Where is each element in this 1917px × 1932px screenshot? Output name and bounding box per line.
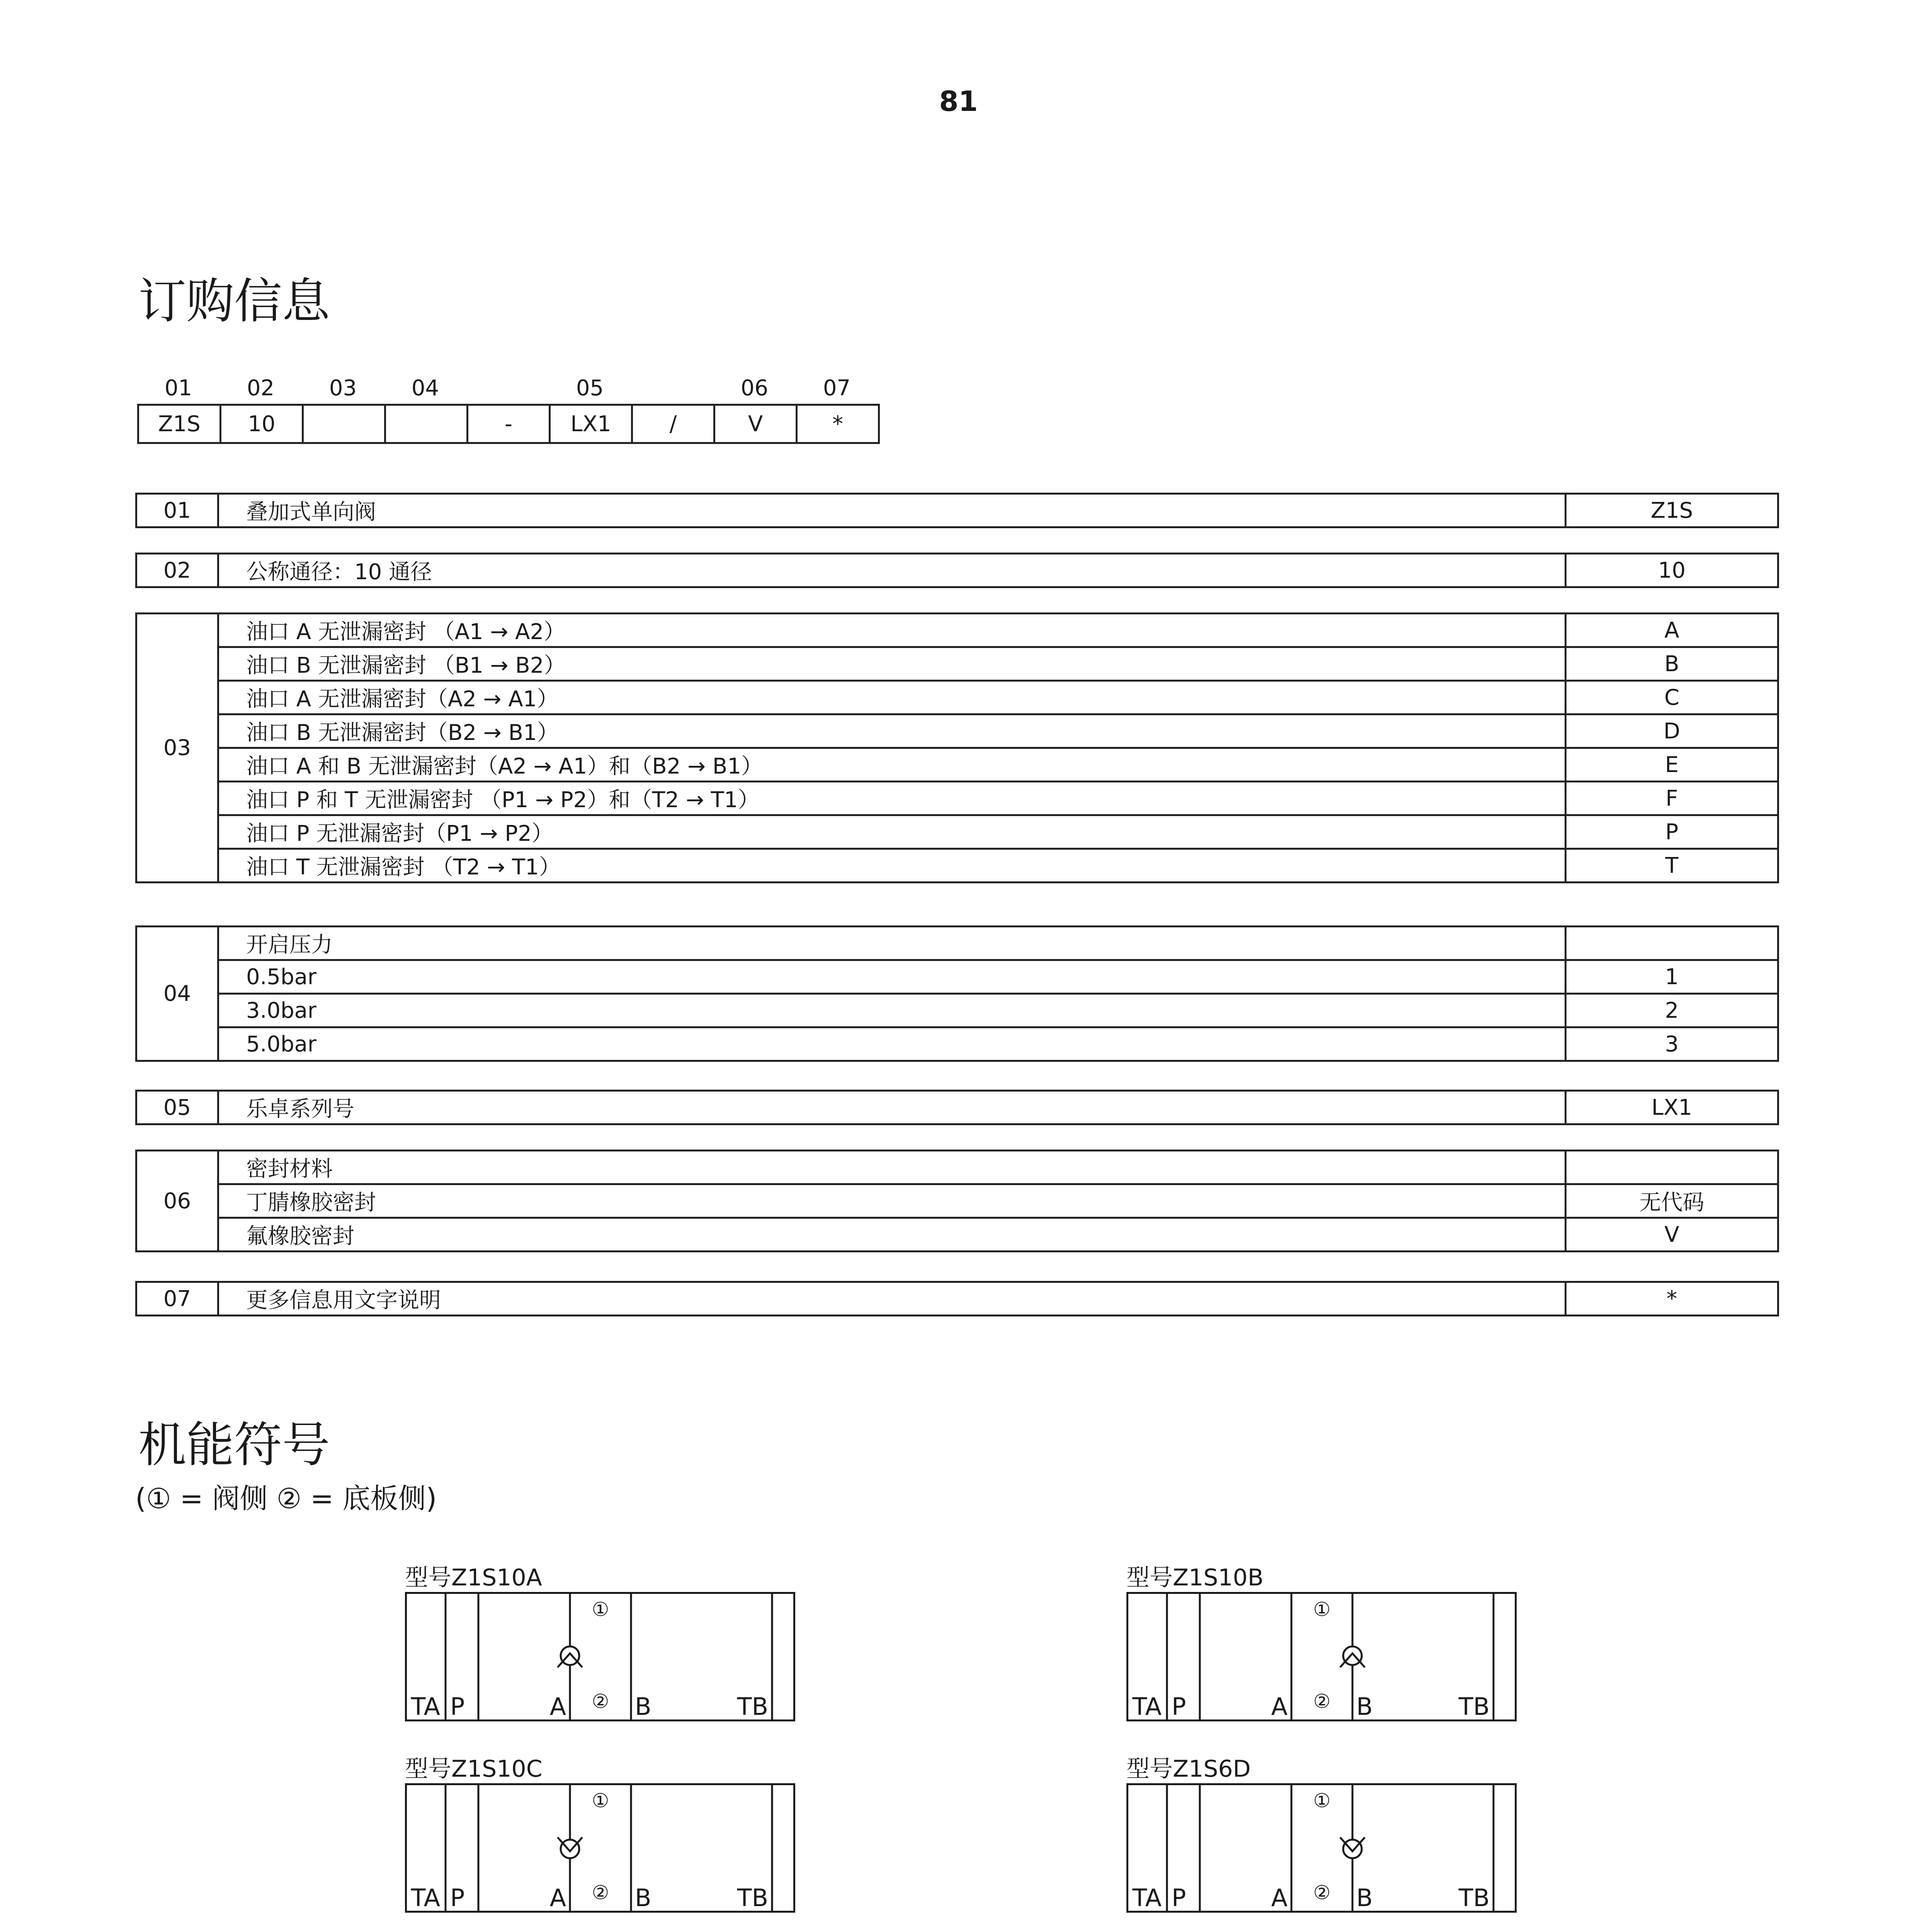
code-position-number: 04 bbox=[411, 376, 439, 401]
symbols-note: (① = 阀侧 ② = 底板侧) bbox=[135, 1482, 437, 1515]
code-cell: 10 bbox=[221, 406, 304, 442]
option-number: 01 bbox=[136, 494, 218, 527]
code-cell bbox=[304, 406, 386, 442]
code-cell bbox=[386, 406, 468, 442]
port-label: P bbox=[450, 1884, 465, 1912]
code-position-number: 01 bbox=[164, 376, 192, 401]
symbol-schematic bbox=[1126, 1783, 1517, 1913]
table-row bbox=[136, 1091, 1778, 1124]
symbol-diagram bbox=[1126, 1750, 1517, 1913]
option-code: 2 bbox=[1566, 994, 1778, 1027]
valve-side-marker: ① bbox=[592, 1598, 609, 1621]
port-label: B bbox=[635, 1692, 651, 1721]
option-description: 3.0bar bbox=[218, 994, 1566, 1027]
option-code: 无代码 bbox=[1566, 1184, 1778, 1218]
code-cells bbox=[137, 404, 880, 444]
option-number: 03 bbox=[136, 614, 218, 883]
order-info-title: 订购信息 bbox=[138, 274, 330, 329]
table-row bbox=[136, 681, 1778, 714]
port-label: A bbox=[1271, 1692, 1288, 1721]
option-table-05 bbox=[135, 1090, 1779, 1125]
option-code: A bbox=[1566, 614, 1778, 647]
option-code: C bbox=[1566, 681, 1778, 714]
option-number: 05 bbox=[136, 1091, 218, 1124]
option-description: 更多信息用文字说明 bbox=[218, 1282, 1566, 1316]
option-number: 02 bbox=[136, 554, 218, 587]
symbols-title: 机能符号 bbox=[138, 1417, 330, 1473]
symbol-label: 型号Z1S10C bbox=[405, 1755, 543, 1782]
base-side-marker: ② bbox=[592, 1881, 609, 1904]
port-label: TB bbox=[1458, 1692, 1490, 1721]
option-description: 氟橡胶密封 bbox=[218, 1218, 1566, 1252]
option-table-06 bbox=[135, 1150, 1779, 1252]
option-description: 油口 P 和 T 无泄漏密封 （P1 → P2）和（T2 → T1） bbox=[218, 782, 1566, 815]
table-row bbox=[136, 714, 1778, 748]
option-number: 07 bbox=[136, 1282, 218, 1316]
table-row bbox=[136, 1027, 1778, 1061]
option-code: 1 bbox=[1566, 960, 1778, 994]
option-code: B bbox=[1566, 647, 1778, 681]
option-description: 叠加式单向阀 bbox=[218, 494, 1566, 527]
port-label: TA bbox=[1132, 1884, 1162, 1912]
port-label: B bbox=[1356, 1884, 1373, 1912]
option-description: 油口 A 和 B 无泄漏密封（A2 → A1）和（B2 → B1） bbox=[218, 748, 1566, 782]
option-code: F bbox=[1566, 782, 1778, 815]
port-label: TB bbox=[737, 1884, 768, 1912]
table-row bbox=[136, 927, 1778, 960]
option-code: 3 bbox=[1566, 1027, 1778, 1061]
table-row bbox=[136, 494, 1778, 527]
option-description: 密封材料 bbox=[218, 1151, 1566, 1184]
port-label: A bbox=[549, 1692, 566, 1721]
option-table-02 bbox=[135, 553, 1779, 588]
option-code: LX1 bbox=[1566, 1091, 1778, 1124]
code-position-number bbox=[631, 373, 713, 404]
option-code: * bbox=[1566, 1282, 1778, 1316]
option-table-07 bbox=[135, 1281, 1779, 1316]
option-description: 油口 A 无泄漏密封 （A1 → A2） bbox=[218, 614, 1566, 647]
option-code: Z1S bbox=[1566, 494, 1778, 527]
code-position-number: 03 bbox=[329, 376, 357, 401]
table-row bbox=[136, 614, 1778, 647]
code-position-number: 05 bbox=[576, 376, 604, 401]
base-side-marker: ② bbox=[1313, 1881, 1331, 1904]
option-code: D bbox=[1566, 714, 1778, 748]
table-row bbox=[136, 1184, 1778, 1218]
option-description: 油口 B 无泄漏密封 （B1 → B2） bbox=[218, 647, 1566, 681]
port-label: A bbox=[1271, 1884, 1288, 1912]
option-description: 0.5bar bbox=[218, 960, 1566, 994]
valve-side-marker: ① bbox=[1313, 1789, 1331, 1812]
table-row bbox=[136, 1282, 1778, 1316]
option-description: 5.0bar bbox=[218, 1027, 1566, 1061]
symbol-label: 型号Z1S10B bbox=[1126, 1564, 1264, 1591]
option-code: T bbox=[1566, 849, 1778, 883]
port-label: P bbox=[450, 1692, 465, 1721]
valve-side-marker: ① bbox=[592, 1789, 609, 1812]
page-number: 81 bbox=[939, 85, 978, 117]
order-code-line bbox=[137, 373, 880, 444]
code-cell: V bbox=[715, 406, 798, 442]
table-row bbox=[136, 748, 1778, 782]
table-row bbox=[136, 994, 1778, 1027]
port-label: TB bbox=[737, 1692, 768, 1721]
option-description: 乐卓系列号 bbox=[218, 1091, 1566, 1124]
table-row bbox=[136, 1151, 1778, 1184]
option-code bbox=[1566, 1151, 1778, 1184]
port-label: TA bbox=[1132, 1692, 1162, 1721]
option-description: 油口 P 无泄漏密封（P1 → P2） bbox=[218, 815, 1566, 849]
check-valve-icon bbox=[558, 1837, 582, 1858]
option-description: 油口 B 无泄漏密封（B2 → B1） bbox=[218, 714, 1566, 748]
option-code: V bbox=[1566, 1218, 1778, 1252]
table-row bbox=[136, 1218, 1778, 1252]
port-label: TA bbox=[411, 1884, 440, 1912]
code-cell: LX1 bbox=[551, 406, 633, 442]
symbol-diagram bbox=[405, 1559, 795, 1721]
check-valve-icon bbox=[1340, 1646, 1365, 1667]
code-cell: * bbox=[798, 406, 880, 442]
code-position-number: 07 bbox=[823, 376, 851, 401]
symbol-schematic bbox=[405, 1783, 795, 1913]
port-label: A bbox=[549, 1884, 566, 1912]
table-row bbox=[136, 554, 1778, 587]
check-valve-icon bbox=[1340, 1837, 1365, 1858]
table-row bbox=[136, 960, 1778, 994]
option-table-01 bbox=[135, 493, 1779, 528]
port-label: B bbox=[635, 1884, 651, 1912]
symbol-label: 型号Z1S10A bbox=[405, 1564, 542, 1591]
port-label: TA bbox=[411, 1692, 440, 1721]
code-position-number bbox=[466, 373, 549, 404]
option-code: 10 bbox=[1566, 554, 1778, 587]
symbol-schematic bbox=[1126, 1592, 1517, 1721]
base-side-marker: ② bbox=[1313, 1690, 1331, 1713]
option-description: 公称通径：10 通径 bbox=[218, 554, 1566, 587]
option-table-03 bbox=[135, 612, 1779, 883]
port-label: B bbox=[1356, 1692, 1373, 1721]
valve-side-marker: ① bbox=[1313, 1598, 1331, 1621]
symbol-schematic bbox=[405, 1592, 795, 1721]
table-row bbox=[136, 849, 1778, 883]
code-cell: Z1S bbox=[139, 406, 221, 442]
table-row bbox=[136, 647, 1778, 681]
code-position-numbers bbox=[137, 373, 880, 404]
table-row bbox=[136, 815, 1778, 849]
code-cell: / bbox=[633, 406, 715, 442]
symbol-diagram bbox=[1126, 1559, 1517, 1721]
code-position-number: 06 bbox=[740, 376, 769, 401]
option-number: 06 bbox=[136, 1151, 218, 1252]
table-row bbox=[136, 782, 1778, 815]
port-label: P bbox=[1172, 1692, 1186, 1721]
option-code: E bbox=[1566, 748, 1778, 782]
check-valve-icon bbox=[558, 1646, 582, 1667]
port-label: P bbox=[1172, 1884, 1186, 1912]
option-code: P bbox=[1566, 815, 1778, 849]
code-cell: - bbox=[468, 406, 551, 442]
option-number: 04 bbox=[136, 927, 218, 1061]
option-code bbox=[1566, 927, 1778, 960]
option-description: 油口 T 无泄漏密封 （T2 → T1） bbox=[218, 849, 1566, 883]
option-description: 油口 A 无泄漏密封（A2 → A1） bbox=[218, 681, 1566, 714]
base-side-marker: ② bbox=[592, 1690, 609, 1713]
port-label: TB bbox=[1458, 1884, 1490, 1912]
option-description: 丁腈橡胶密封 bbox=[218, 1184, 1566, 1218]
symbol-diagram bbox=[405, 1750, 795, 1913]
option-table-04 bbox=[135, 925, 1779, 1062]
option-description: 开启压力 bbox=[218, 927, 1566, 960]
code-position-number: 02 bbox=[247, 376, 275, 401]
symbol-label: 型号Z1S6D bbox=[1126, 1755, 1251, 1782]
